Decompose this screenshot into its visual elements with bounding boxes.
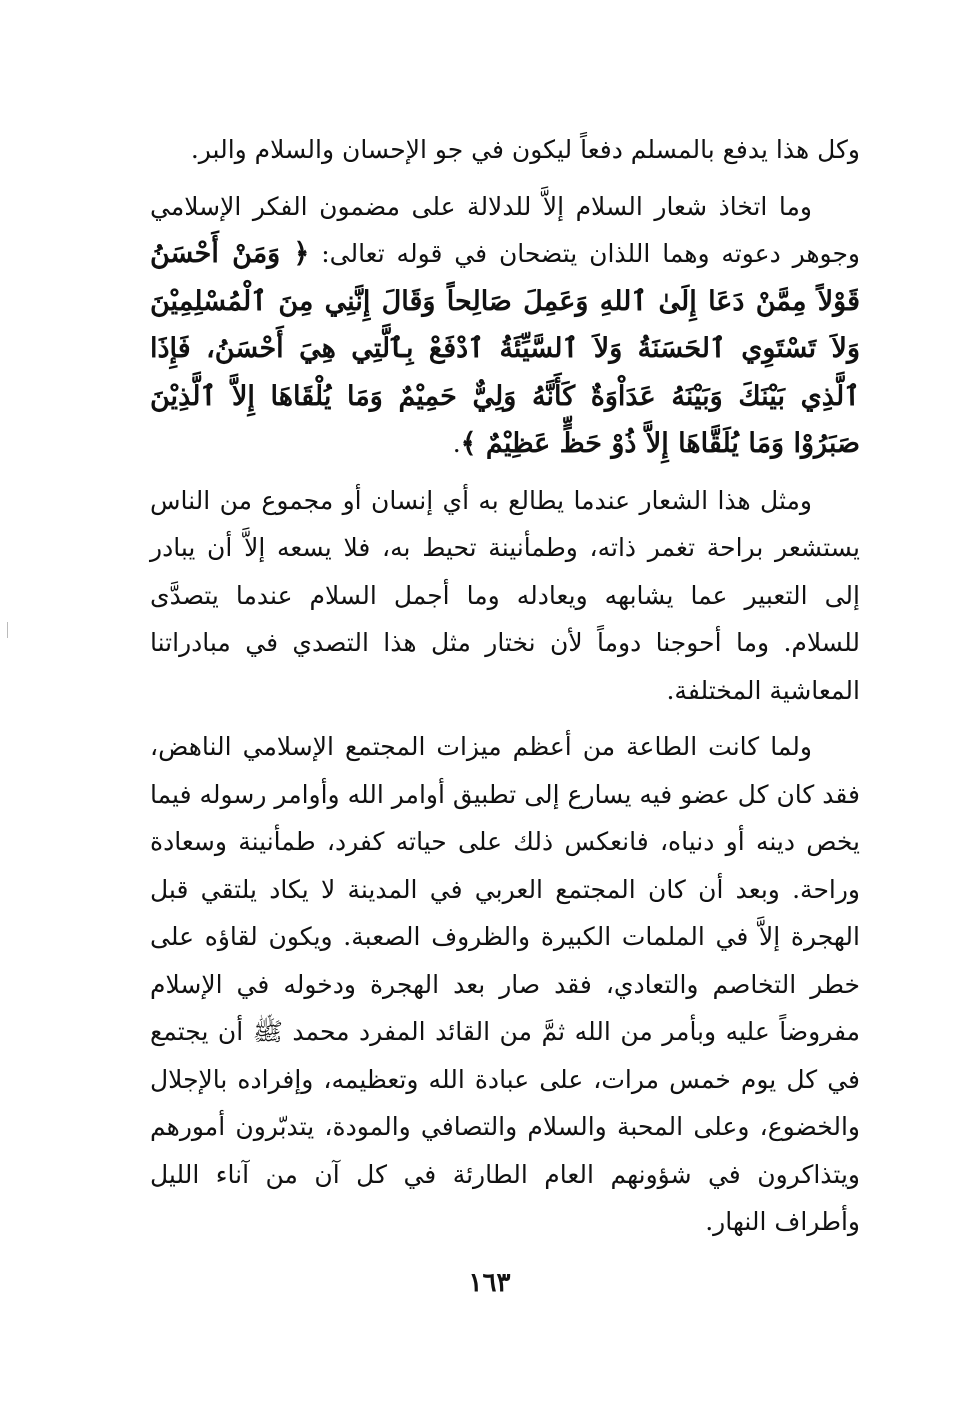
paragraph-2-end: . <box>452 429 461 458</box>
paragraph-1: وكل هذا يدفع بالمسلم دفعاً ليكون في جو الإحسان والسلام والبر. <box>190 135 860 164</box>
paragraph-2-intro: وما اتخاذ شعار السلام إلاَّ للدلالة على مضمون الفكر الإسلامي وجوهر دعوته وهما اللذان يتضحان في قوله تعالى: <box>150 191 860 268</box>
page-number: ١٦٣ <box>468 1268 511 1298</box>
scan-margin-mark <box>7 622 8 638</box>
quran-verse: ﴿ وَمَنْ أَحْسَنُ قَوْلاً مِمَّنْ دَعَا إِلَىٰ ٱللهِ وَعَمِلَ صَالِحاً وَقَالَ إِنَّنِي مِنَ ٱلْمُسْلِمِيْنَ وَلاَ تَسْتَوِي ٱلحَسَنَةُ وَلاَ ٱلسَّيِّئَةُ ٱدْفَعْ بِٱلَّتِي هِيَ أَحْسَنُ، فَإِذَا ٱلَّذِي بَيْنَكَ وَبَيْنَهُ عَدَاْوَةٌ كَأَنَّهُ وَلِيٌّ حَمِيْمٌ وَمَا يُلْقَاهَا إِلاَّ ٱلَّذِيْنَ صَبَرُوْا وَمَا يُلَقَّاهَا إِلاَّ ذُوْ حَظٍّ عَظِيْمٌ ﴾ <box>150 238 860 459</box>
paragraph-4: ولما كانت الطاعة من أعظم ميزات المجتمع الإسلامي الناهض، فقد كان كل عضو فيه يسارع إلى تطبيق أوامر الله وأوامر رسوله فيما يخص دينه أو دنياه، فانعكس ذلك على حياته كفرد، طمأنينة وسعادة وراحة. وبعد أن كان المجتمع العربي في المدينة لا يكاد يلتقي قبل الهجرة إلاَّ في الملمات الكبيرة والظروف الصعبة. ويكون لقاؤه على خطر التخاصم والتعادي، فقد صار بعد الهجرة ودخوله في الإسلام مفروضاً عليه وبأمر من الله ثمَّ من القائد المفرد محمد ﷺ أن يجتمع في كل يوم خمس مرات، على عبادة الله وتعظيمه، وإفراده بالإجلال والخضوع، وعلى المحبة والسلام والتصافي والمودة، يتدبّرون أمورهم ويتذاكرون في شؤونهم العام الطارئة في كل آن من آناء الليل وأطراف النهار. <box>149 732 860 1236</box>
paragraph-2 <box>150 183 860 468</box>
paragraph-3: ومثل هذا الشعار عندما يطالع به أي إنسان أو مجموع من الناس يستشعر براحة تغمر ذاته، وطمأنينة تحيط به، فلا يسعه إلاَّ أن يبادر إلى التعبير عما يشابهه ويعادله وما أجمل السلام عندما يتصدَّى للسلام. وما أحوجنا دوماً لأن نختار مثل هذا التصدي في مبادراتنا المعاشية المختلفة. <box>150 485 860 705</box>
body-text <box>150 126 860 1255</box>
